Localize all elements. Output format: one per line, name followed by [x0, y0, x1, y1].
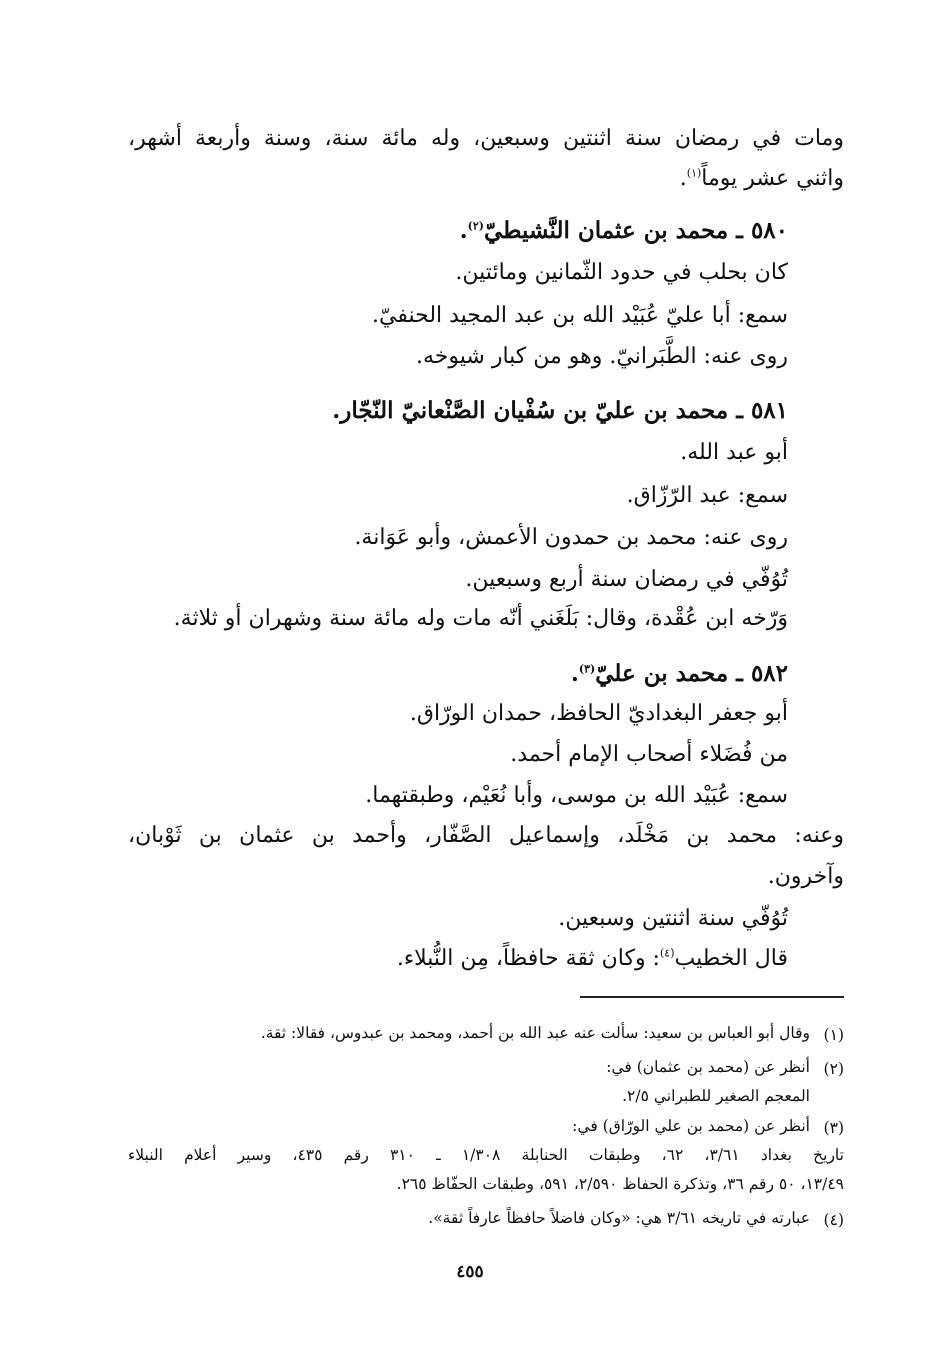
entry-580-heading-end: .: [459, 217, 468, 244]
entry-581-line-3: روى عنه: محمد بن حمدون الأعمش، وأبو عَوَانة.: [354, 525, 788, 550]
footnote-3-line-1: أنظر عن (محمد بن علي الورّاق) في:: [572, 1117, 810, 1135]
footnote-3-line-3: ١٣/٤٩، ٥٠ رقم ٣٦، وتذكرة الحفاظ ٢/٥٩٠، ٥٩١، وطبقات الحفّاظ ٢٦٥.: [396, 1175, 844, 1193]
entry-581-line-5: وَرّخه ابن عُقْدة، وقال: بَلَغَني أنّه مات وله مائة سنة وشهران أو ثلاثة.: [173, 606, 788, 631]
intro-line-2: [680, 160, 844, 198]
footnote-3-line-2: تاريخ بغداد ٣/٦١، ٦٢، وطبقات الحنابلة ١/٣٠٨ ـ ٣١٠ رقم ٤٣٥، وسير أعلام النبلاء: [128, 1146, 844, 1164]
entry-582-heading-end: .: [570, 660, 579, 687]
entry-582-line-5: وآخرون.: [767, 864, 844, 889]
entry-580-line-3: روى عنه: الطَّبَرانيّ. وهو من كبار شيوخه.: [416, 344, 788, 369]
entry-581-heading: ٥٨١ ـ محمد بن عليّ بن سُفْيان الصَّنْعانيّ النّجّار.: [332, 397, 788, 424]
footnote-4-text: عبارته في تاريخه ٣/٦١ هي: «وكان فاضلاً حافظاً عارفاً ثقة».: [428, 1209, 810, 1227]
footnote-ref-4: (٤): [659, 946, 675, 960]
intro-line-1: ومات في رمضان سنة اثنتين وسبعين، وله مائة سنة، وسنة وأربعة أشهر،: [128, 126, 844, 151]
entry-582-line-7: [397, 940, 788, 978]
entry-582-line-3: سمع: عُبَيْد الله بن موسى، وأبا نُعَيْم، وطبقتهما.: [365, 783, 788, 808]
footnote-ref-1: (١): [686, 166, 702, 180]
entry-582-line-2: من فُضَلاء أصحاب الإمام أحمد.: [510, 742, 788, 767]
entry-581-line-4: تُوُفّي في رمضان سنة أربع وسبعين.: [465, 567, 788, 592]
entry-582-line-1: أبو جعفر البغداديّ الحافظ، حمدان الورّاق.: [409, 701, 788, 726]
footnote-2-number: (٢): [823, 1060, 844, 1078]
entry-581-line-2: سمع: عبد الرّزّاق.: [626, 483, 788, 508]
footnote-4-number: (٤): [823, 1211, 844, 1229]
intro-line-2-text: واثني عشر يوماً: [701, 166, 844, 191]
entry-580-heading: [460, 212, 788, 250]
entry-580-line-1: كان بحلب في حدود الثّمانين ومائتين.: [455, 260, 788, 285]
entry-580-line-2: سمع: أبا عليّ عُبَيْد الله بن عبد المجيد الحنفيّ.: [372, 303, 788, 328]
footnote-1-text: وقال أبو العباس بن سعيد: سألت عنه عبد الله بن أحمد، ومحمد بن عبدوس، فقالا: ثقة.: [260, 1024, 810, 1042]
footnote-divider: [580, 996, 844, 998]
entry-582-line-4: وعنه: محمد بن مَخْلَد، وإسماعيل الصَّفّار، وأحمد بن عثمان بن ثَوْبان،: [128, 823, 844, 848]
footnote-1-number: (١): [823, 1026, 844, 1044]
entry-580-title: ٥٨٠ ـ محمد بن عثمان النَّشيطيّ: [484, 217, 788, 244]
entry-582-line-6: تُوُفّي سنة اثنتين وسبعين.: [558, 906, 788, 931]
footnote-ref-3: (٣): [578, 662, 596, 676]
footnote-2-line-2: المعجم الصغير للطبراني ٢/٥.: [622, 1087, 810, 1105]
entry-582-line-7-end: : وكان ثقة حافظاً، مِن النُّبلاء.: [396, 946, 660, 971]
entry-581-line-1: أبو عبد الله.: [680, 440, 788, 465]
entry-582-line-7-text: قال الخطيب: [674, 946, 788, 971]
footnote-3-number: (٣): [823, 1119, 844, 1137]
page-number: ٤٥٥: [456, 1262, 484, 1282]
footnote-2-line-1: أنظر عن (محمد بن عثمان) في:: [606, 1058, 810, 1076]
entry-582-heading: [571, 655, 788, 693]
intro-line-2-end: .: [679, 166, 687, 191]
footnote-ref-2: (٢): [467, 219, 485, 233]
entry-582-title: ٥٨٢ ـ محمد بن عليّ: [595, 660, 788, 687]
